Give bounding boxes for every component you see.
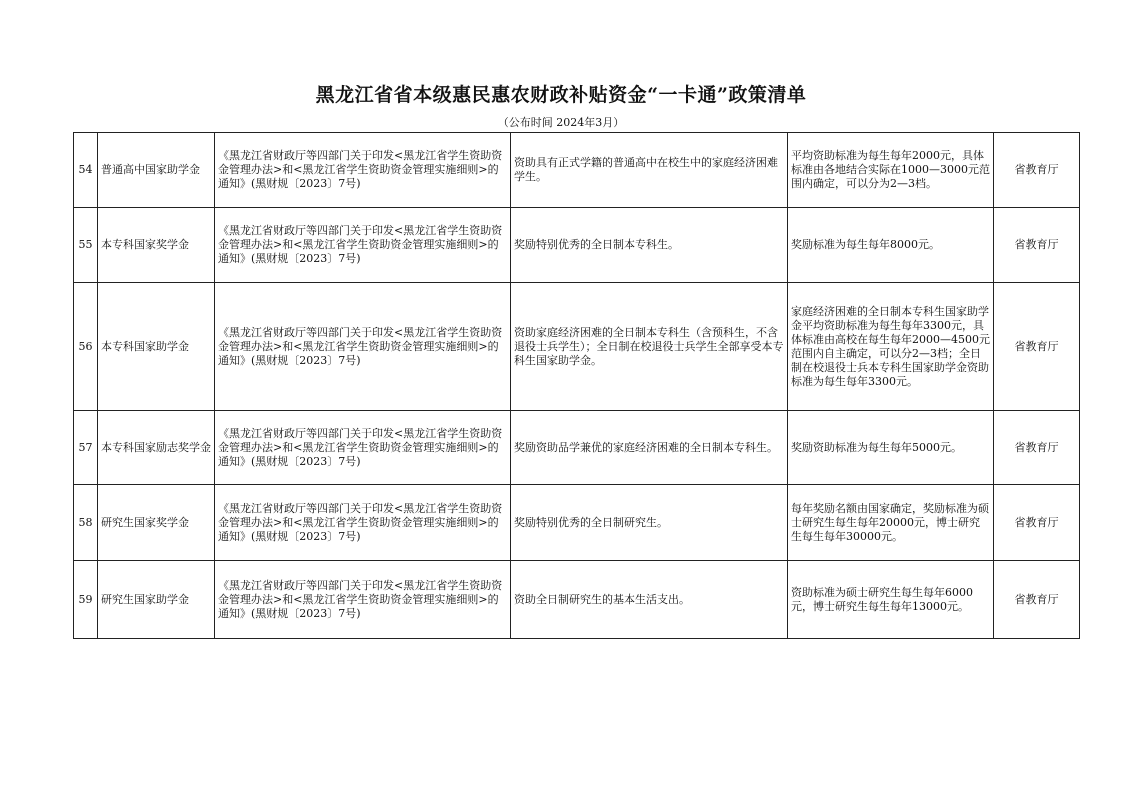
policy-basis: 《黑龙江省财政厅等四部门关于印发<黑龙江省学生资助资金管理办法>和<黑龙江省学生资助资金管理实施细则>的通知》(黑财规〔2023〕7号) — [215, 133, 511, 208]
responsible-department: 省教育厅 — [994, 283, 1080, 411]
responsible-department: 省教育厅 — [994, 411, 1080, 485]
row-number: 55 — [74, 208, 98, 283]
responsible-department: 省教育厅 — [994, 485, 1080, 561]
subsidy-name: 本专科国家奖学金 — [98, 208, 215, 283]
policy-table — [73, 132, 1080, 639]
policy-basis: 《黑龙江省财政厅等四部门关于印发<黑龙江省学生资助资金管理办法>和<黑龙江省学生资助资金管理实施细则>的通知》(黑财规〔2023〕7号) — [215, 561, 511, 639]
subsidy-target: 资助具有正式学籍的普通高中在校生中的家庭经济困难学生。 — [511, 133, 788, 208]
subsidy-standard: 资助标准为硕士研究生每生每年6000元，博士研究生每生每年13000元。 — [788, 561, 994, 639]
subsidy-name: 本专科国家励志奖学金 — [98, 411, 215, 485]
responsible-department: 省教育厅 — [994, 208, 1080, 283]
row-number: 57 — [74, 411, 98, 485]
page-title: 黑龙江省省本级惠民惠农财政补贴资金“一卡通”政策清单 — [315, 84, 807, 106]
subsidy-name: 研究生国家助学金 — [98, 561, 215, 639]
table-row — [74, 561, 1080, 639]
responsible-department: 省教育厅 — [994, 561, 1080, 639]
subsidy-target: 奖励特别优秀的全日制研究生。 — [511, 485, 788, 561]
subsidy-target: 资助全日制研究生的基本生活支出。 — [511, 561, 788, 639]
table-row — [74, 283, 1080, 411]
publish-time: （公布时间 2024年3月） — [497, 116, 625, 129]
table-row — [74, 208, 1080, 283]
responsible-department: 省教育厅 — [994, 133, 1080, 208]
row-number: 56 — [74, 283, 98, 411]
subsidy-target: 奖励特别优秀的全日制本专科生。 — [511, 208, 788, 283]
subsidy-name: 普通高中国家助学金 — [98, 133, 215, 208]
subsidy-name: 本专科国家助学金 — [98, 283, 215, 411]
subsidy-standard: 奖励资助标准为每生每年5000元。 — [788, 411, 994, 485]
row-number: 54 — [74, 133, 98, 208]
row-number: 59 — [74, 561, 98, 639]
table-row — [74, 485, 1080, 561]
policy-basis: 《黑龙江省财政厅等四部门关于印发<黑龙江省学生资助资金管理办法>和<黑龙江省学生资助资金管理实施细则>的通知》(黑财规〔2023〕7号) — [215, 411, 511, 485]
subsidy-standard: 奖励标准为每生每年8000元。 — [788, 208, 994, 283]
table-row — [74, 411, 1080, 485]
policy-basis: 《黑龙江省财政厅等四部门关于印发<黑龙江省学生资助资金管理办法>和<黑龙江省学生资助资金管理实施细则>的通知》(黑财规〔2023〕7号) — [215, 283, 511, 411]
subsidy-standard: 家庭经济困难的全日制本专科生国家助学金平均资助标准为每生每年3300元，具体标准由高校在每生每年2000—4500元范围内自主确定，可以分2—3档；全日制在校退役士兵本专科生国家助学金资助标准为每生每年3300元。 — [788, 283, 994, 411]
subsidy-target: 奖励资助品学兼优的家庭经济困难的全日制本专科生。 — [511, 411, 788, 485]
subsidy-target: 资助家庭经济困难的全日制本专科生（含预科生，不含退役士兵学生）；全日制在校退役士兵学生全部享受本专科生国家助学金。 — [511, 283, 788, 411]
policy-basis: 《黑龙江省财政厅等四部门关于印发<黑龙江省学生资助资金管理办法>和<黑龙江省学生资助资金管理实施细则>的通知》(黑财规〔2023〕7号) — [215, 485, 511, 561]
subsidy-standard: 每年奖励名额由国家确定，奖励标准为硕士研究生每生每年20000元，博士研究生每生每年30000元。 — [788, 485, 994, 561]
row-number: 58 — [74, 485, 98, 561]
policy-basis: 《黑龙江省财政厅等四部门关于印发<黑龙江省学生资助资金管理办法>和<黑龙江省学生资助资金管理实施细则>的通知》(黑财规〔2023〕7号) — [215, 208, 511, 283]
table-row — [74, 133, 1080, 208]
subsidy-name: 研究生国家奖学金 — [98, 485, 215, 561]
subsidy-standard: 平均资助标准为每生每年2000元，具体标准由各地结合实际在1000—3000元范围内确定，可以分为2—3档。 — [788, 133, 994, 208]
